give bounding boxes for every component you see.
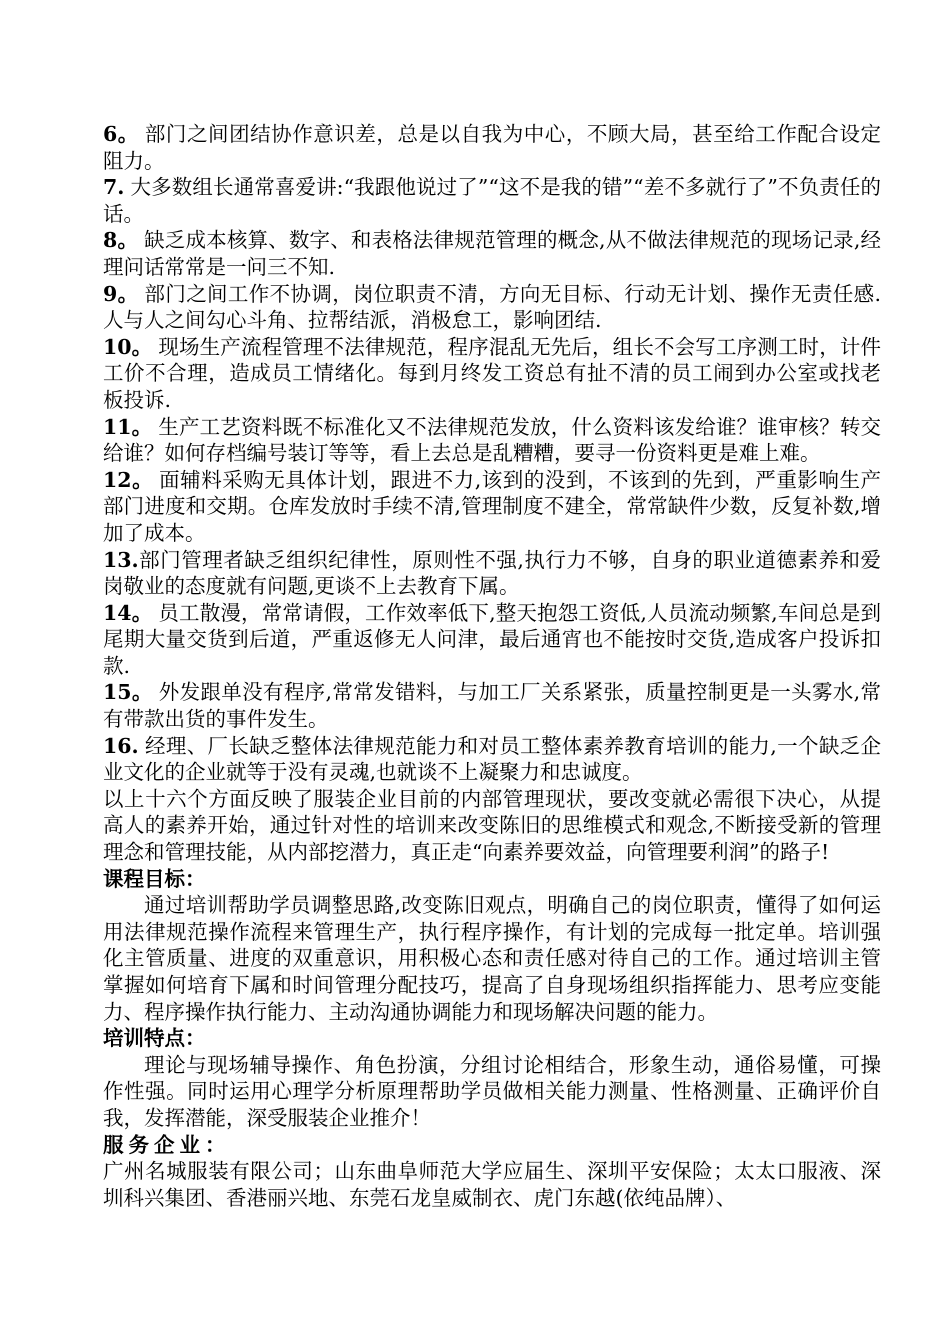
item-number: 8。	[103, 228, 139, 253]
item-number: 15。	[103, 680, 153, 705]
list-item-9	[103, 281, 881, 334]
item-text: 现场生产流程管理不法律规范，程序混乱无先后，组长不会写工序测工时，计件工价不合理，造成员工情绪化。每到月终发工资总有扯不清的员工闹到办公室或找老板投诉.	[103, 334, 882, 412]
list-item-10	[103, 334, 881, 414]
item-text: 部门之间团结协作意识差，总是以自我为中心，不顾大局，甚至给工作配合设定阻力。	[103, 122, 882, 173]
list-item-6	[103, 121, 881, 174]
item-text: 员工散漫，常常请假，工作效率低下,整天抱怨工资低,人员流动频繁,车间总是到尾期大量交货到后道，严重返修无人问津，最后通宵也不能按时交货,造成客户投诉扣款.	[103, 600, 881, 678]
item-number: 16.	[103, 733, 139, 758]
list-item-11	[103, 414, 881, 467]
item-text: 大多数组长通常喜爱讲:“我跟他说过了”“这不是我的错”“差不多就行了”不负责任的话。	[103, 175, 881, 226]
item-text: 缺乏成本核算、数字、和表格法律规范管理的概念,从不做法律规范的现场记录,经理问话常常是一问三不知.	[103, 228, 882, 279]
list-item-16	[103, 733, 881, 786]
item-number: 7.	[103, 175, 125, 200]
document-page	[103, 121, 881, 1211]
item-number: 13.	[103, 547, 139, 572]
service-clients-heading: 服务企业：	[103, 1132, 231, 1157]
summary-paragraph: 以上十六个方面反映了服装企业目前的内部管理现状，要改变就必需很下决心，从提高人的素养开始，通过针对性的培训来改变陈旧的思维模式和观念,不断接受新的管理理念和管理技能，从内部挖潜力，真正走“向素养要效益，向管理要利润”的路子!	[103, 786, 881, 865]
service-clients-body: 广州名城服装有限公司；山东曲阜师范大学应届生、深圳平安保险；太太口服液、深圳科兴集团、香港丽兴地、东莞石龙皇威制衣、虎门东越(依纯品牌）、	[103, 1159, 881, 1210]
item-text: 面辅料采购无具体计划，跟进不力,该到的没到，不该到的先到，严重影响生产部门进度和交期。仓库发放时手续不清,管理制度不建全，常常缺件少数，反复补数,增加了成本。	[103, 467, 881, 545]
list-item-15	[103, 679, 881, 732]
training-features-heading: 培训特点：	[103, 1026, 206, 1051]
item-number: 11。	[103, 414, 153, 439]
item-number: 10。	[103, 334, 153, 359]
item-number: 12。	[103, 467, 154, 492]
list-item-7	[103, 174, 881, 227]
item-number: 9。	[103, 281, 139, 306]
course-goal-body: 通过培训帮助学员调整思路,改变陈旧观点，明确自己的岗位职责，懂得了如何运用法律规范操作流程来管理生产，执行程序操作，有计划的完成每一批定单。培训强化主管质量、进度的双重意识，用积极心态和责任感对待自己的工作。通过培训主管掌握如何培育下属和时间管理分配技巧，提高了自身现场组织指挥能力、思考应变能力、程序操作执行能力、主动沟通协调能力和现场解决问题的能力。	[103, 893, 881, 1024]
list-item-13	[103, 547, 881, 600]
item-text: 外发跟单没有程序,常常发错料，与加工厂关系紧张，质量控制更是一头雾水,常有带款出货的事件发生。	[103, 680, 882, 732]
item-text: 部门之间工作不协调，岗位职责不清，方向无目标、行动无计划、操作无责任感.人与人之间勾心斗角、拉帮结派，消极怠工，影响团结.	[103, 281, 882, 333]
item-text: 经理、厂长缺乏整体法律规范能力和对员工整体素养教育培训的能力,一个缺乏企业文化的企业就等于没有灵魂,也就谈不上凝聚力和忠诚度。	[103, 733, 881, 785]
item-text: 生产工艺资料既不标准化又不法律规范发放，什么资料该发给谁？谁审核？转交给谁？如何存档编号装订等等，看上去总是乱糟糟，要寻一份资料更是难上难。	[103, 414, 882, 466]
training-features-body: 理论与现场辅导操作、角色扮演，分组讨论相结合，形象生动，通俗易懂，可操作性强。同时运用心理学分析原理帮助学员做相关能力测量、性格测量、正确评价自我，发挥潜能，深受服装企业推介！	[103, 1052, 881, 1130]
list-item-12	[103, 467, 881, 547]
item-number: 6。	[103, 122, 139, 146]
item-number: 14。	[103, 600, 153, 625]
list-item-14	[103, 600, 881, 680]
course-goal-heading: 课程目标：	[103, 866, 206, 891]
list-item-8	[103, 227, 881, 280]
item-text: 部门管理者缺乏组织纪律性，原则性不强,执行力不够，自身的职业道德素养和爱岗敬业的态度就有问题,更谈不上去教育下属。	[103, 547, 881, 599]
